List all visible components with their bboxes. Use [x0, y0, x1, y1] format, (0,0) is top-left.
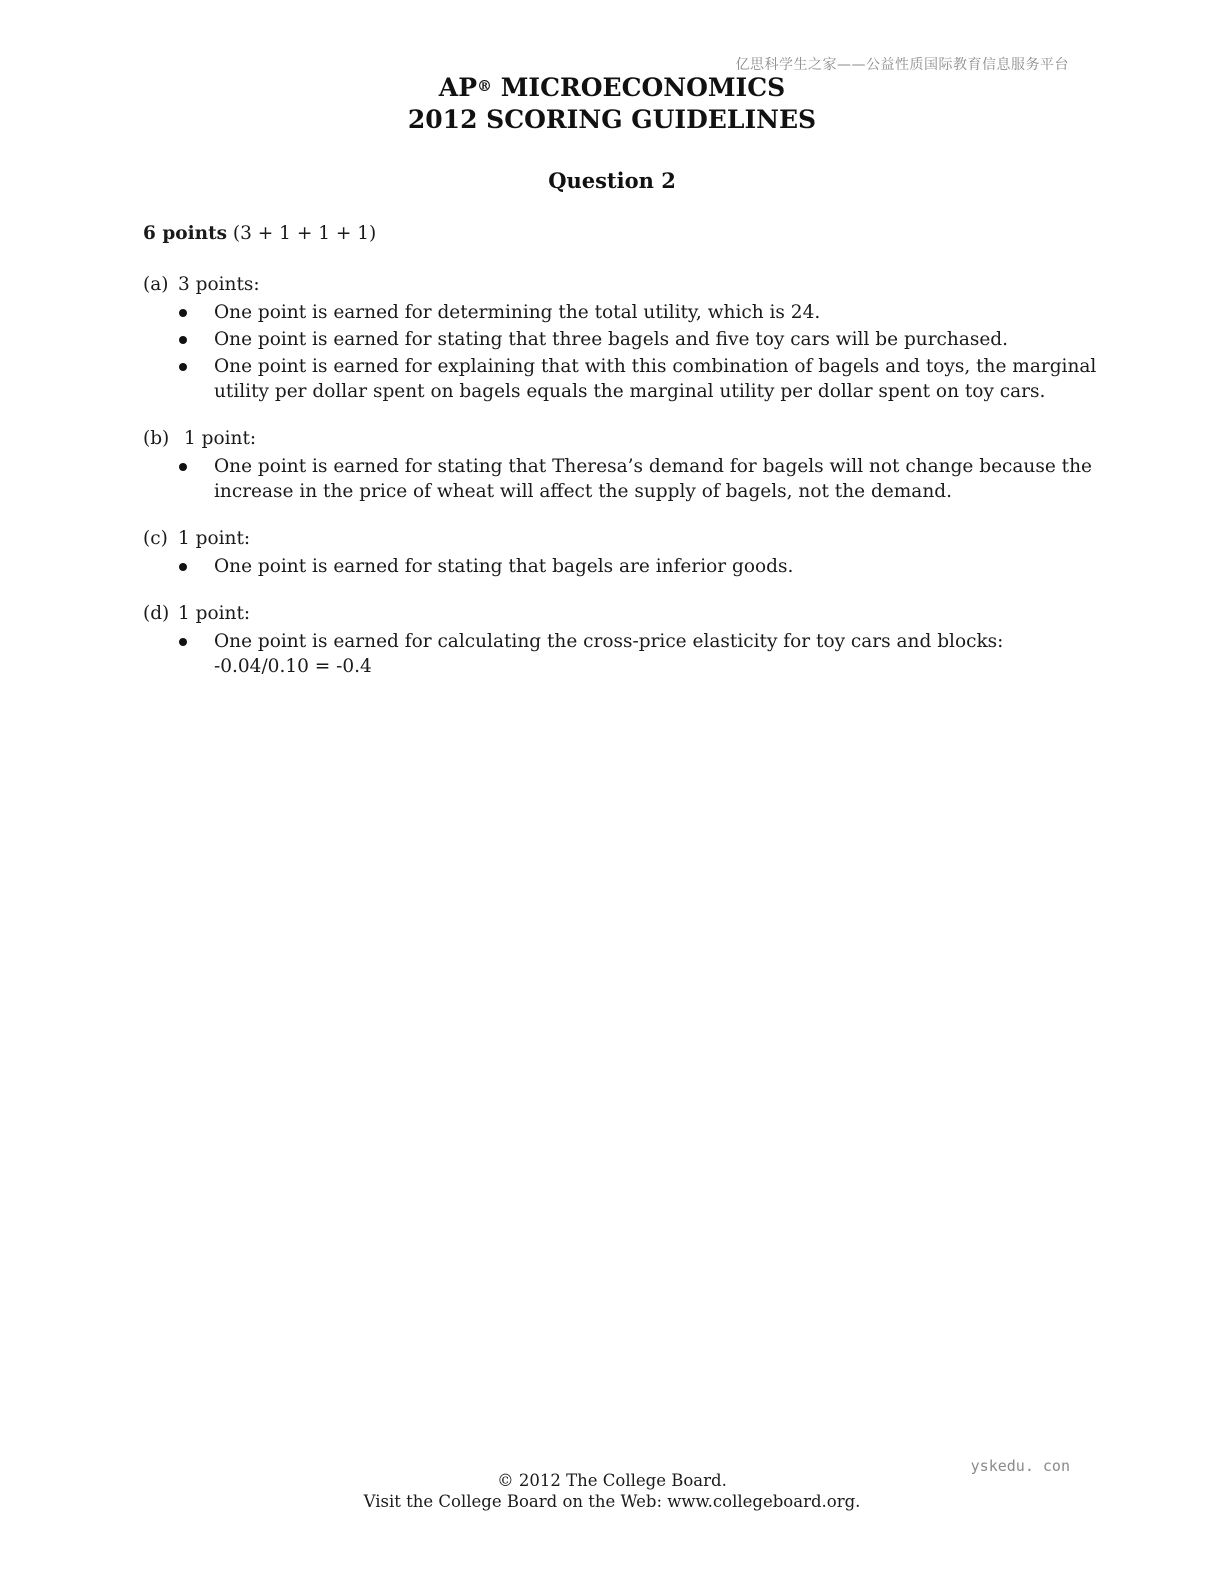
elasticity-formula: -0.04/0.10 = -0.4 [214, 656, 372, 677]
part-b-points: 1 point: [184, 428, 257, 449]
header-line-2: 2012 SCORING GUIDELINES [407, 105, 817, 134]
header-line-1 [0, 72, 1224, 104]
part-c-label: (c) [143, 528, 168, 549]
header-prefix: AP [438, 73, 477, 102]
question-title: Question 2 [548, 168, 676, 193]
part-d-bullets [143, 629, 1103, 679]
page-footer [0, 1470, 1224, 1512]
list-item [143, 354, 1103, 404]
points-summary [143, 220, 1103, 248]
part-c-bullets [143, 554, 1103, 579]
header-subject: MICROECONOMICS [492, 73, 786, 102]
part-a-bullets [143, 300, 1103, 404]
part-d-points: 1 point: [178, 603, 251, 624]
watermark-bottom: yskedu. con [970, 1457, 1070, 1475]
part-b-heading [143, 426, 1103, 452]
bullet-icon [179, 463, 187, 471]
bullet-icon [179, 563, 187, 571]
part-a [143, 272, 1103, 404]
part-b [143, 426, 1103, 504]
points-breakdown: (3 + 1 + 1 + 1) [227, 223, 377, 244]
bullet-text: One point is earned for stating that three bagels and five toy cars will be purchased. [214, 329, 1009, 350]
part-d [143, 601, 1103, 679]
part-b-bullets [143, 454, 1103, 504]
list-item [143, 327, 1103, 352]
bullet-text: One point is earned for determining the total utility, which is 24. [214, 302, 821, 323]
part-a-points: 3 points: [178, 274, 260, 295]
copyright-line: © 2012 The College Board. [497, 1471, 727, 1490]
list-item [143, 629, 1103, 679]
part-a-heading [143, 272, 1103, 298]
part-c [143, 526, 1103, 579]
part-c-heading [143, 526, 1103, 552]
scoring-content [143, 220, 1103, 701]
website-line: Visit the College Board on the Web: www.collegeboard.org. [363, 1492, 861, 1511]
bullet-icon [179, 638, 187, 646]
list-item [143, 300, 1103, 325]
list-item [143, 554, 1103, 579]
watermark-top: 亿思科学生之家——公益性质国际教育信息服务平台 [735, 57, 1069, 73]
points-total: 6 points [143, 223, 228, 244]
part-d-heading [143, 601, 1103, 627]
part-b-label: (b) [143, 428, 170, 449]
bullet-text: One point is earned for calculating the cross-price elasticity for toy cars and blocks: [214, 631, 1004, 652]
part-a-label: (a) [143, 274, 169, 295]
list-item [143, 454, 1103, 504]
bullet-icon [179, 336, 187, 344]
bullet-text: One point is earned for stating that Theresa’s demand for bagels will not change because the increase in the price of wheat will affect the supply of bagels, not the demand. [214, 456, 1092, 502]
registered-mark: ® [477, 77, 492, 95]
part-c-points: 1 point: [178, 528, 251, 549]
bullet-text: One point is earned for stating that bagels are inferior goods. [214, 556, 794, 577]
document-header [0, 72, 1224, 136]
bullet-icon [179, 363, 187, 371]
part-d-label: (d) [143, 603, 170, 624]
bullet-text: One point is earned for explaining that with this combination of bagels and toys, the marginal utility per dollar spent on bagels equals the marginal utility per dollar spent on toy cars. [214, 356, 1097, 402]
bullet-icon [179, 309, 187, 317]
